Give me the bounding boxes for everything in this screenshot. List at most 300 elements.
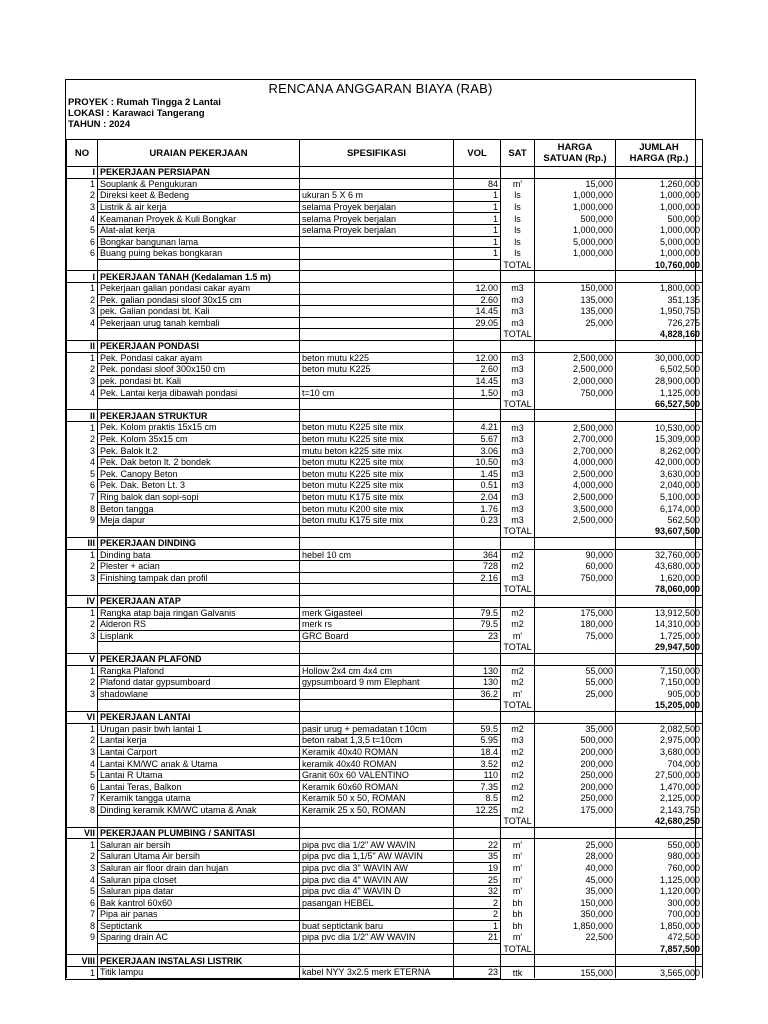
header-total-price-line2: HARGA (Rp.) (629, 153, 689, 164)
item-spec: Keramik 60x60 ROMAN (300, 781, 454, 793)
item-desc: Pekerjaan urug tanah kembali (98, 317, 300, 329)
item-spec: keramik 40x40 ROMAN (300, 758, 454, 770)
item-price: 22,500 (535, 932, 616, 944)
item-vol: 23 (454, 966, 501, 978)
item-vol: 1 (454, 248, 501, 260)
item-price: 60,000 (535, 561, 616, 573)
table-body (67, 167, 703, 979)
item-sat: ls (501, 190, 535, 202)
item-spec (300, 375, 454, 387)
empty-cell (300, 538, 454, 550)
item-total: 1,950,750 (616, 306, 703, 318)
empty-cell (535, 410, 616, 422)
empty-cell (616, 653, 703, 665)
empty-cell (535, 259, 616, 271)
table-row (67, 677, 703, 689)
item-desc: Pek. Lantai kerja dibawah pondasi (98, 387, 300, 399)
empty-cell (616, 538, 703, 550)
item-price: 150,000 (535, 897, 616, 909)
table-row (67, 758, 703, 770)
item-sat: m3 (501, 735, 535, 747)
item-price: 200,000 (535, 758, 616, 770)
item-vol: 29.05 (454, 317, 501, 329)
item-total: 1,000,000 (616, 190, 703, 202)
item-sat: m3 (501, 468, 535, 480)
item-no: 1 (67, 839, 98, 851)
empty-cell (535, 955, 616, 967)
item-spec: pipa pvc dia 1/2" AW WAVIN (300, 839, 454, 851)
item-no: 3 (67, 375, 98, 387)
item-vol: 1 (454, 190, 501, 202)
item-sat: m3 (501, 445, 535, 457)
empty-cell (535, 595, 616, 607)
table-row (67, 885, 703, 897)
table-row (67, 862, 703, 874)
item-no: 2 (67, 433, 98, 445)
empty-cell (300, 329, 454, 341)
item-price: 25,000 (535, 839, 616, 851)
item-no: 9 (67, 514, 98, 526)
item-vol: 1 (454, 201, 501, 213)
empty-cell (300, 595, 454, 607)
empty-cell (454, 410, 501, 422)
item-spec: pipa pvc dia 3" WAVIN AW (300, 862, 454, 874)
item-sat: bh (501, 920, 535, 932)
section-total-row (67, 584, 703, 596)
table-row (67, 422, 703, 434)
item-desc: Lantai R Utama (98, 769, 300, 781)
item-no: 5 (67, 769, 98, 781)
item-sat: m2 (501, 561, 535, 573)
section-title: PEKERJAAN PONDASI (98, 340, 300, 352)
section-total: 10,760,000 (616, 259, 703, 271)
item-spec: beton mutu K175 site mix (300, 514, 454, 526)
item-desc: Beton tangga (98, 503, 300, 515)
empty-cell (98, 816, 300, 828)
item-sat: m2 (501, 607, 535, 619)
item-total: 13,912,500 (616, 607, 703, 619)
table-row (67, 909, 703, 921)
item-vol: 3.06 (454, 445, 501, 457)
item-no: 9 (67, 932, 98, 944)
item-total: 2,143,750 (616, 804, 703, 816)
item-vol: 79.5 (454, 619, 501, 631)
item-price: 750,000 (535, 387, 616, 399)
item-spec: kabel NYY 3x2.5 merk ETERNA (300, 966, 454, 978)
document-title: RENCANA ANGGARAN BIAYA (RAB) (268, 81, 493, 96)
table-row (67, 364, 703, 376)
item-desc: Plester + acian (98, 561, 300, 573)
item-sat: m3 (501, 352, 535, 364)
item-sat: m3 (501, 294, 535, 306)
section-row (67, 340, 703, 352)
item-vol: 14.45 (454, 306, 501, 318)
item-desc: Lantai Carport (98, 746, 300, 758)
item-no: 4 (67, 456, 98, 468)
item-spec: merk Gigasteel (300, 607, 454, 619)
item-total: 1,260,000 (616, 178, 703, 190)
total-label: TOTAL (501, 584, 535, 596)
empty-cell (300, 259, 454, 271)
empty-cell (454, 584, 501, 596)
item-vol: 364 (454, 549, 501, 561)
item-desc: Pek. Dak. Beton Lt. 3 (98, 480, 300, 492)
section-total-row (67, 943, 703, 955)
empty-cell (535, 642, 616, 654)
item-total: 28,900,000 (616, 375, 703, 387)
item-sat: m' (501, 178, 535, 190)
item-vol: 23 (454, 630, 501, 642)
item-spec: Keramik 25 x 50, ROMAN (300, 804, 454, 816)
item-no: 1 (67, 549, 98, 561)
table-row (67, 851, 703, 863)
section-number: VII (67, 827, 98, 839)
table-row (67, 306, 703, 318)
section-total: 93,607,500 (616, 526, 703, 538)
section-row (67, 827, 703, 839)
table-row (67, 201, 703, 213)
item-sat: m2 (501, 781, 535, 793)
item-price: 2,500,000 (535, 352, 616, 364)
empty-cell (300, 167, 454, 179)
project-location: LOKASI : Karawaci Tangerang (68, 108, 205, 119)
section-number: III (67, 538, 98, 550)
table-row (67, 561, 703, 573)
item-total: 7,150,000 (616, 665, 703, 677)
header-total-price-line1: JUMLAH (639, 142, 679, 153)
item-price: 180,000 (535, 619, 616, 631)
item-sat: m3 (501, 480, 535, 492)
total-label: TOTAL (501, 816, 535, 828)
item-total: 3,565,000 (616, 966, 703, 978)
empty-cell (67, 816, 98, 828)
item-total: 980,000 (616, 851, 703, 863)
item-vol: 1 (454, 213, 501, 225)
project-year: TAHUN : 2024 (68, 119, 131, 130)
item-total: 14,310,000 (616, 619, 703, 631)
item-vol: 1.50 (454, 387, 501, 399)
empty-cell (300, 816, 454, 828)
item-desc: shadowlane (98, 688, 300, 700)
empty-cell (501, 955, 535, 967)
empty-cell (535, 340, 616, 352)
item-vol: 1 (454, 224, 501, 236)
item-price: 35,000 (535, 885, 616, 897)
empty-cell (535, 271, 616, 283)
item-spec (300, 317, 454, 329)
item-sat: m2 (501, 549, 535, 561)
item-sat: m' (501, 630, 535, 642)
empty-cell (454, 340, 501, 352)
empty-cell (98, 700, 300, 712)
empty-cell (535, 700, 616, 712)
empty-cell (535, 711, 616, 723)
item-no: 3 (67, 572, 98, 584)
item-no: 3 (67, 688, 98, 700)
item-total: 1,620,000 (616, 572, 703, 584)
item-total: 10,530,000 (616, 422, 703, 434)
item-spec (300, 572, 454, 584)
empty-cell (454, 653, 501, 665)
budget-table (66, 139, 703, 979)
item-price: 200,000 (535, 781, 616, 793)
item-price: 2,500,000 (535, 468, 616, 480)
item-spec: pipa pvc dia 4" WAVIN AW (300, 874, 454, 886)
item-desc: Lisplank (98, 630, 300, 642)
item-vol: 8.5 (454, 793, 501, 805)
table-row (67, 236, 703, 248)
section-total-row (67, 329, 703, 341)
item-price: 55,000 (535, 677, 616, 689)
item-sat: m3 (501, 514, 535, 526)
item-price: 28,000 (535, 851, 616, 863)
header-row (67, 140, 703, 167)
empty-cell (98, 329, 300, 341)
item-sat: bh (501, 909, 535, 921)
item-price: 90,000 (535, 549, 616, 561)
section-number: VIII (67, 955, 98, 967)
empty-cell (501, 827, 535, 839)
item-vol: 12.25 (454, 804, 501, 816)
item-spec: hebel 10 cm (300, 549, 454, 561)
item-price: 750,000 (535, 572, 616, 584)
item-total: 351,135 (616, 294, 703, 306)
table-row (67, 190, 703, 202)
empty-cell (616, 955, 703, 967)
table-row (67, 920, 703, 932)
item-spec: ukuran 5 X 6 m (300, 190, 454, 202)
item-total: 1,725,000 (616, 630, 703, 642)
item-desc: Dinding keramik KM/WC utama & Anak (98, 804, 300, 816)
table-row (67, 665, 703, 677)
section-total: 4,828,160 (616, 329, 703, 341)
table-row (67, 178, 703, 190)
empty-cell (616, 340, 703, 352)
item-total: 1,000,000 (616, 201, 703, 213)
item-desc: pek. pondasi bt. Kali (98, 375, 300, 387)
item-spec: pipa pvc dia 1,1/5" AW WAVIN (300, 851, 454, 863)
section-title: PEKERJAAN INSTALASI LISTRIK (98, 955, 300, 967)
section-row (67, 711, 703, 723)
empty-cell (616, 167, 703, 179)
item-price: 2,500,000 (535, 422, 616, 434)
empty-cell (616, 595, 703, 607)
item-sat: m3 (501, 375, 535, 387)
item-vol: 14.45 (454, 375, 501, 387)
table-row (67, 966, 703, 978)
empty-cell (454, 329, 501, 341)
section-row (67, 653, 703, 665)
item-no: 1 (67, 966, 98, 978)
item-price: 2,000,000 (535, 375, 616, 387)
item-no: 2 (67, 677, 98, 689)
item-desc: Saluran pipa datar (98, 885, 300, 897)
item-vol: 2.16 (454, 572, 501, 584)
item-desc: Dinding bata (98, 549, 300, 561)
empty-cell (454, 827, 501, 839)
table-row (67, 294, 703, 306)
item-sat: bh (501, 897, 535, 909)
section-total: 78,060,000 (616, 584, 703, 596)
item-price: 200,000 (535, 746, 616, 758)
header-no: NO (67, 140, 98, 167)
item-no: 1 (67, 607, 98, 619)
item-price: 250,000 (535, 769, 616, 781)
empty-cell (300, 398, 454, 410)
table-row (67, 491, 703, 503)
header-unit-price-line2: SATUAN (Rp.) (543, 153, 607, 164)
table-row (67, 897, 703, 909)
item-vol: 5.95 (454, 735, 501, 747)
item-no: 4 (67, 317, 98, 329)
item-spec (300, 248, 454, 260)
table-row (67, 375, 703, 387)
item-sat: ls (501, 213, 535, 225)
item-desc: Rangka atap baja ringan Galvanis (98, 607, 300, 619)
item-total: 562,500 (616, 514, 703, 526)
item-desc: Pekerjaan galian pondasi cakar ayam (98, 282, 300, 294)
table-row (67, 572, 703, 584)
item-vol: 0.51 (454, 480, 501, 492)
item-desc: Lantai kerja (98, 735, 300, 747)
table-row (67, 735, 703, 747)
item-no: 6 (67, 781, 98, 793)
section-title: PEKERJAAN TANAH (Kedalaman 1.5 m) (98, 271, 300, 283)
item-total: 5,000,000 (616, 236, 703, 248)
item-price: 155,000 (535, 966, 616, 978)
item-price: 175,000 (535, 804, 616, 816)
item-spec: beton mutu K200 site mix (300, 503, 454, 515)
total-label: TOTAL (501, 642, 535, 654)
empty-cell (501, 340, 535, 352)
section-title: PEKERJAAN ATAP (98, 595, 300, 607)
rab-sheet (65, 79, 700, 980)
total-label: TOTAL (501, 329, 535, 341)
item-no: 1 (67, 352, 98, 364)
section-title: PEKERJAAN DINDING (98, 538, 300, 550)
item-total: 6,174,000 (616, 503, 703, 515)
item-spec (300, 282, 454, 294)
item-total: 3,680,000 (616, 746, 703, 758)
item-vol: 4.21 (454, 422, 501, 434)
item-sat: m' (501, 932, 535, 944)
item-desc: Septictank (98, 920, 300, 932)
item-price: 135,000 (535, 306, 616, 318)
item-spec: beton mutu k225 (300, 352, 454, 364)
item-desc: Saluran air floor drain dan hujan (98, 862, 300, 874)
item-sat: m' (501, 885, 535, 897)
empty-cell (535, 653, 616, 665)
item-no: 1 (67, 422, 98, 434)
item-no: 8 (67, 503, 98, 515)
section-number: VI (67, 711, 98, 723)
item-vol: 1.45 (454, 468, 501, 480)
header-total-price (616, 140, 703, 167)
header-spec: SPESIFIKASI (300, 140, 454, 167)
section-total-row (67, 642, 703, 654)
item-spec: pipa pvc dia 1/2" AW WAVIN (300, 932, 454, 944)
item-sat: m3 (501, 572, 535, 584)
item-price: 500,000 (535, 213, 616, 225)
header-unit-price-line1: HARGA (557, 142, 593, 153)
item-vol: 1 (454, 920, 501, 932)
item-desc: Pek. Balok lt.2 (98, 445, 300, 457)
item-total: 760,000 (616, 862, 703, 874)
item-price: 4,000,000 (535, 456, 616, 468)
item-total: 3,630,000 (616, 468, 703, 480)
item-sat: m3 (501, 503, 535, 515)
item-vol: 1.76 (454, 503, 501, 515)
item-price: 15,000 (535, 178, 616, 190)
table-row (67, 746, 703, 758)
item-total: 2,082,500 (616, 723, 703, 735)
total-label: TOTAL (501, 943, 535, 955)
item-no: 2 (67, 364, 98, 376)
total-label: TOTAL (501, 398, 535, 410)
item-vol: 7.35 (454, 781, 501, 793)
empty-cell (535, 584, 616, 596)
item-sat: m' (501, 851, 535, 863)
item-vol: 130 (454, 677, 501, 689)
empty-cell (300, 642, 454, 654)
empty-cell (67, 642, 98, 654)
table-row (67, 781, 703, 793)
item-no: 2 (67, 190, 98, 202)
table-row (67, 387, 703, 399)
item-desc: Saluran pipa closet (98, 874, 300, 886)
item-total: 2,975,000 (616, 735, 703, 747)
table-row (67, 607, 703, 619)
empty-cell (67, 700, 98, 712)
empty-cell (501, 271, 535, 283)
item-desc: Bak kantrol 60x60 (98, 897, 300, 909)
item-no: 5 (67, 885, 98, 897)
item-price: 25,000 (535, 688, 616, 700)
item-desc: Pek. Kolom 35x15 cm (98, 433, 300, 445)
section-row (67, 410, 703, 422)
empty-cell (300, 955, 454, 967)
item-desc: Listrik & air kerja (98, 201, 300, 213)
item-spec: Granit 60x 60 VALENTINO (300, 769, 454, 781)
item-desc: Buang puing bekas bongkaran (98, 248, 300, 260)
table-row (67, 769, 703, 781)
section-title: PEKERJAAN PLUMBING / SANITASI (98, 827, 300, 839)
section-total: 42,680,250 (616, 816, 703, 828)
item-vol: 3.52 (454, 758, 501, 770)
item-no: 3 (67, 306, 98, 318)
item-sat: m3 (501, 282, 535, 294)
item-desc: Pek. Dak beton lt. 2 bondek (98, 456, 300, 468)
empty-cell (67, 329, 98, 341)
item-vol: 18.4 (454, 746, 501, 758)
section-title: PEKERJAAN PERSIAPAN (98, 167, 300, 179)
item-desc: Saluran Utama Air bersih (98, 851, 300, 863)
table-row (67, 503, 703, 515)
table-row (67, 549, 703, 561)
item-sat: ttk (501, 966, 535, 978)
empty-cell (454, 398, 501, 410)
empty-cell (616, 410, 703, 422)
item-vol: 5.67 (454, 433, 501, 445)
item-spec: selama Proyek berjalan (300, 224, 454, 236)
item-price: 2,500,000 (535, 364, 616, 376)
item-no: 4 (67, 387, 98, 399)
table-row (67, 433, 703, 445)
empty-cell (300, 711, 454, 723)
empty-cell (454, 271, 501, 283)
item-price: 3,500,000 (535, 503, 616, 515)
item-desc: Lantai KM/WC anak & Utama (98, 758, 300, 770)
